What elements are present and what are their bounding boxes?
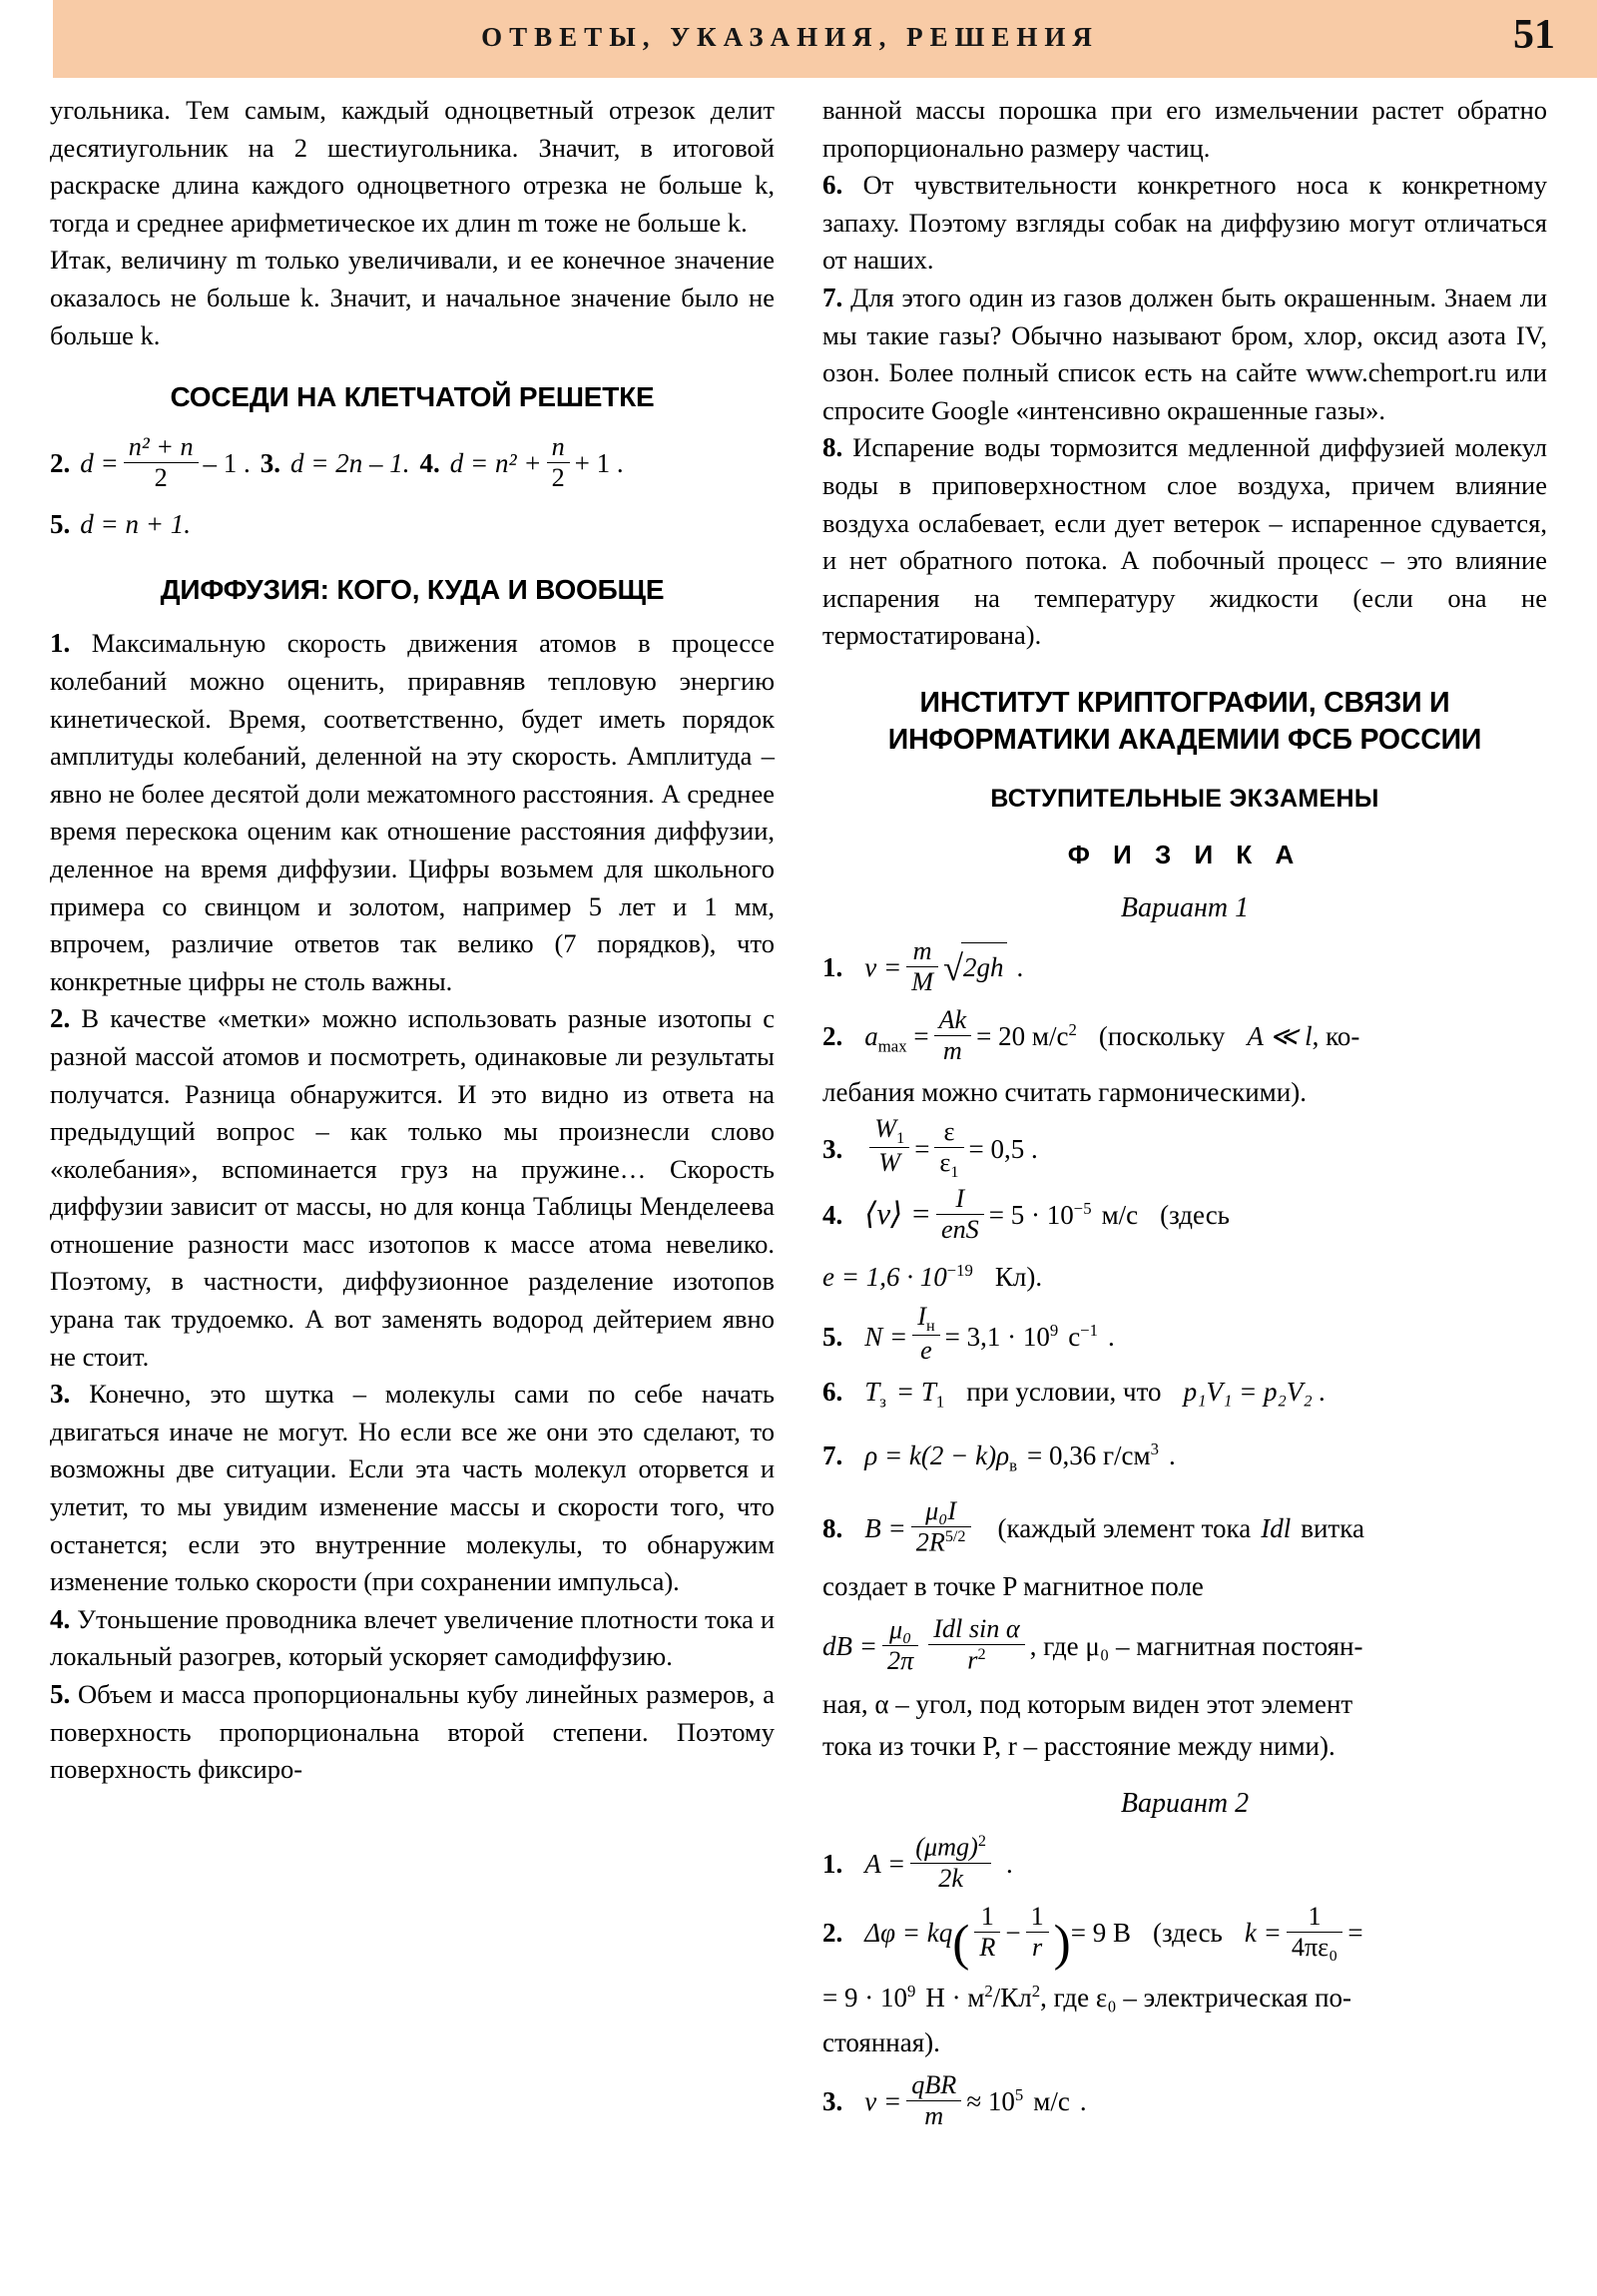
value-exponent: 2	[1068, 1020, 1077, 1040]
fraction-numerator: μ₀	[888, 1615, 912, 1645]
formula-v2-2-line2	[822, 1969, 1547, 2020]
page-number: 51	[1513, 12, 1555, 58]
fraction	[911, 1496, 971, 1558]
fraction	[547, 432, 570, 493]
fraction-denominator: r	[1026, 1932, 1049, 1963]
formula-lhs: a	[864, 1021, 878, 1052]
formula-note: (здесь	[1160, 1200, 1231, 1231]
paragraph: Итак, величину m только увеличивали, и ее конечное значение оказалось не больше k. Значит, и начальное значение было не больше k.	[50, 245, 775, 350]
page-body	[0, 78, 1597, 2296]
fraction-denominator: e	[912, 1335, 939, 1366]
formula-units-2: /Кл	[992, 1983, 1032, 2013]
two-column-layout	[50, 92, 1547, 2139]
equals: =	[1347, 1918, 1363, 1949]
formula-lhs: v =	[864, 951, 902, 982]
fraction-denominator: m	[934, 1035, 972, 1066]
fraction-numerator: I	[955, 1184, 965, 1214]
formula-v1-3	[822, 1114, 1547, 1183]
formula-v1-1	[822, 936, 1547, 997]
paragraph-continuation: ванной массы порошка при его измельчении растет обратно пропорционально размеру частиц.	[822, 95, 1547, 163]
formula-v1-7	[822, 1427, 1547, 1488]
fraction	[1287, 1902, 1342, 1963]
formula-tail: .	[1079, 2086, 1087, 2117]
formula-subscript: 1	[935, 1391, 945, 1411]
formula-number: 2.	[822, 1918, 843, 1949]
formula-v1-5	[822, 1302, 1547, 1367]
formula-tail: .	[1016, 951, 1024, 982]
formula-note-open: (каждый элемент тока	[997, 1513, 1252, 1544]
formula-number: 3.	[822, 2086, 843, 2117]
formula-value: = 0,5 .	[968, 1133, 1038, 1164]
formula-number: 1.	[822, 951, 843, 982]
fraction	[1026, 1902, 1049, 1963]
fraction-numerator: 1	[1030, 1902, 1044, 1932]
units-exponent-2: 2	[1031, 1982, 1041, 2002]
formula-note-math: A ≪ l	[1247, 1021, 1313, 1052]
formula-expression: ρ = k(2 − k)ρ	[864, 1439, 1010, 1470]
formula-tail: .	[1005, 1849, 1013, 1880]
formula-value: = 5 · 10	[988, 1200, 1074, 1231]
formula-number: 4.	[822, 1200, 843, 1231]
equals: = T	[895, 1376, 936, 1407]
fraction-denominator: m	[906, 2100, 961, 2131]
answer-item	[50, 625, 775, 1000]
equals: =	[914, 1133, 930, 1164]
exam-subtitle: ВСТУПИТЕЛЬНЫЕ ЭКЗАМЕНЫ	[990, 784, 1379, 813]
formula-lhs: ⟨v⟩ =	[864, 1196, 931, 1232]
answer-tail: + 1 .	[574, 448, 624, 479]
value-exponent: 9	[1049, 1320, 1059, 1340]
formula-note: (здесь	[1153, 1918, 1223, 1949]
formula-value: = 9 В	[1070, 1918, 1132, 1949]
answer-expression: d = n + 1.	[80, 509, 191, 540]
formula-lhs: A =	[864, 1849, 906, 1880]
left-paren: (	[952, 1915, 970, 1973]
answer-number: 7.	[822, 282, 843, 312]
formula-v1-4	[822, 1184, 1547, 1245]
formula-note-math: Idl	[1261, 1513, 1292, 1544]
answer-item	[50, 1376, 775, 1601]
fraction-numerator: 1	[1308, 1902, 1322, 1932]
denominator-symbol: ε	[939, 1148, 951, 1178]
formula-number: 2.	[822, 1021, 843, 1052]
fraction-denominator: 2	[547, 462, 570, 493]
answer-text: Объем и масса пропорциональны кубу линейных размеров, а поверхность пропорциональна второй степени. Поэтому поверхность фиксиро-	[50, 1679, 776, 1785]
right-column	[822, 92, 1547, 2139]
formula-value: = 9 · 10	[822, 1983, 907, 2013]
formula-number: 5.	[822, 1321, 843, 1352]
formula-v2-3	[822, 2070, 1547, 2131]
fraction-numerator: n	[551, 432, 565, 462]
value-exponent: −19	[946, 1260, 973, 1280]
fraction-numerator: qBR	[911, 2070, 957, 2100]
formula-note-tail: , ко-	[1312, 1021, 1360, 1052]
numerator-symbol: (μmg)	[915, 1832, 978, 1862]
formula-lhs: B =	[864, 1513, 906, 1544]
formula-note: при условии, что	[966, 1376, 1162, 1407]
formula-tail: , где ε₀ – электрическая по-	[1040, 1983, 1352, 2013]
formula-v1-8-line3: ная, α – угол, под которым виден этот элемент	[822, 1689, 1353, 1720]
equals: =	[913, 1021, 929, 1052]
constant-definition: k =	[1244, 1918, 1282, 1949]
formula-units: Н · м	[925, 1983, 985, 2013]
answer-item	[822, 167, 1547, 280]
fraction-denominator	[928, 1644, 1025, 1676]
right-paren: )	[1053, 1915, 1071, 1973]
formula-lhs: v =	[864, 2086, 902, 2117]
fraction	[934, 1005, 972, 1066]
answer-line-1	[50, 432, 775, 493]
formula-units: Кл).	[994, 1261, 1043, 1292]
fraction	[934, 1117, 963, 1182]
answer-expression: d = 2n – 1.	[290, 448, 410, 479]
answer-text: От чувствительности конкретного носа к конкретному запаху. Поэтому взгляды собак на диффузию могут отличаться от наших.	[822, 170, 1548, 276]
fraction-numerator: Ak	[938, 1005, 967, 1035]
numerator-subscript: н	[925, 1316, 935, 1335]
page-header-title: ОТВЕТЫ, УКАЗАНИЯ, РЕШЕНИЯ	[481, 22, 1099, 52]
left-column	[50, 92, 775, 1789]
fraction-denominator: enS	[936, 1214, 984, 1245]
variant-1-label: Вариант 1	[1120, 891, 1250, 923]
minus-sign: −	[1005, 1918, 1021, 1949]
formula-v2-2	[822, 1902, 1547, 1973]
formula-v1-2	[822, 1005, 1547, 1069]
formula-subscript: max	[877, 1036, 907, 1056]
formula-units: м/с	[1033, 2086, 1070, 2117]
fraction-denominator	[911, 1526, 971, 1558]
formula-v1-8-line4: тока из точки P, r – расстояние между ними).	[822, 1731, 1335, 1762]
answer-number: 4.	[419, 448, 440, 479]
fraction	[912, 1302, 939, 1367]
fraction	[869, 1114, 909, 1179]
fraction-numerator	[869, 1114, 909, 1148]
formula-lhs: e = 1,6 · 10	[822, 1261, 947, 1292]
fraction-numerator: m	[912, 935, 932, 965]
formula-note-rest: витка	[1301, 1513, 1364, 1544]
answer-item	[50, 1676, 775, 1789]
value-exponent: 5	[1014, 2085, 1024, 2105]
fraction	[910, 1832, 991, 1894]
section-heading-neighbors: СОСЕДИ НА КЛЕТЧАТОЙ РЕШЕТКЕ	[170, 381, 655, 413]
fraction-denominator: R	[974, 1932, 1000, 1963]
formula-v1-6	[822, 1369, 1547, 1425]
formula-units: м/с	[1101, 1200, 1139, 1231]
answer-tail: – 1 .	[203, 448, 251, 479]
fraction	[906, 2070, 961, 2131]
subject-title: Ф И З И К А	[1067, 839, 1303, 869]
formula-number: 1.	[822, 1849, 843, 1880]
fraction-denominator: M	[906, 966, 938, 997]
fraction-numerator	[910, 1832, 991, 1863]
formula-lhs: T	[864, 1376, 880, 1407]
fraction-denominator: 2k	[910, 1863, 991, 1894]
fraction-numerator: ε	[943, 1117, 955, 1147]
org-title-line-2: ИНФОРМАТИКИ АКАДЕМИИ ФСБ РОССИИ	[887, 723, 1482, 756]
formula-v2-1	[822, 1832, 1547, 1894]
formula-condition: p₁V₁ = p₂V₂ .	[1183, 1376, 1327, 1407]
formula-subscript: з	[879, 1391, 886, 1411]
answer-text: Для этого один из газов должен быть окрашенным. Знаем ли мы такие газы? Обычно называют бром, хлор, оксид азота IV, озон. Более полный список есть на сайте www.chemport.ru или спросите Google «интенсивно окрашенные газы».	[822, 282, 1548, 425]
formula-value: = 3,1 · 10	[944, 1321, 1050, 1352]
fraction	[906, 936, 938, 997]
answer-text: Испарение воды тормозится медленной диффузией молекул воды в приповерхностном слое воздуха, причем влияние воздуха ослабевает, если дует ветерок – испаренное сдувается, и нет обратного потока. А побочный процесс – это влияние испарения на температуру жидкости (если она не термостатирована).	[822, 432, 1548, 651]
formula-value: ≈ 10	[966, 2086, 1015, 2117]
answer-item	[822, 280, 1547, 429]
formula-v1-4-line2	[822, 1248, 1547, 1300]
answer-item	[50, 1000, 775, 1376]
numerator-symbol: W	[874, 1113, 897, 1143]
answer-text: Утоньшение проводника влечет увеличение плотности тока и локальный разогрев, который ускоряет самодиффузию.	[50, 1603, 776, 1672]
formula-v1-8-dB	[822, 1614, 1547, 1676]
sqrt-icon: √	[943, 948, 964, 989]
formula-number: 8.	[822, 1513, 843, 1544]
fraction	[974, 1902, 1000, 1963]
fraction-numerator	[912, 1302, 939, 1336]
formula-value: = 20 м/с	[976, 1021, 1069, 1052]
fraction-numerator: 1	[980, 1902, 994, 1932]
value-exponent: 3	[1150, 1438, 1159, 1458]
formula-value: = 0,36 г/см	[1026, 1439, 1151, 1470]
answer-number: 8.	[822, 432, 843, 463]
answer-line-2	[50, 501, 775, 547]
formula-tail: , где μ₀ – магнитная постоян-	[1029, 1631, 1363, 1662]
value-exponent: 9	[906, 1982, 916, 2002]
fraction-denominator: 2π	[882, 1645, 918, 1676]
fraction-numerator: μ₀I	[925, 1496, 957, 1526]
formula-number: 7.	[822, 1439, 843, 1470]
variant-2-label: Вариант 2	[1120, 1788, 1250, 1820]
fraction	[928, 1614, 1025, 1676]
answer-number: 1.	[50, 628, 71, 659]
org-title-line-1: ИНСТИТУТ КРИПТОГРАФИИ, СВЯЗИ И	[919, 686, 1450, 719]
answer-number: 3.	[260, 448, 281, 479]
fraction-denominator	[934, 1147, 963, 1182]
fraction-denominator: 4πε₀	[1287, 1932, 1342, 1963]
formula-v2-2-line3: стоянная).	[822, 2027, 940, 2058]
formula-lhs: N =	[864, 1321, 908, 1352]
fraction-numerator: Idl sin α	[933, 1614, 1020, 1644]
formula-lhs: Δφ = kq	[864, 1918, 953, 1949]
sqrt-radicand: 2gh	[961, 942, 1007, 990]
answer-expression: d =	[80, 448, 119, 479]
answer-item	[822, 429, 1547, 655]
units-exponent: 2	[984, 1982, 993, 2002]
page-header-band	[53, 0, 1597, 78]
answer-number: 4.	[50, 1603, 71, 1634]
answer-text: В качестве «метки» можно использовать разные изотопы с разной массой атомов и посмотреть, одинаковые ли результаты получатся. Разница обнаружится. И это видно из ответа на предыдущий вопрос – как только мы произнесли слово «колебания», вспоминается груз на пружине… Скорость диффузии зависит от массы, но для конца Таблицы Менделеева отношение разности масс изотопов к массе атома невелико. Поэтому, в частности, диффузионное разделение изотопов урана так трудоемко. А вот заменять водород дейтерием явно не стоит.	[50, 1003, 775, 1372]
formula-tail: .	[1108, 1321, 1115, 1352]
value-exponent: −5	[1073, 1199, 1092, 1219]
fraction-numerator: n² + n	[128, 432, 194, 462]
formula-v1-2-line2: лебания можно считать гармоническими).	[822, 1076, 1307, 1107]
formula-number: 3.	[822, 1133, 843, 1164]
formula-v1-8	[822, 1496, 1547, 1558]
numerator-symbol: I	[917, 1301, 926, 1331]
fraction	[936, 1184, 984, 1245]
fraction-denominator: W	[869, 1147, 909, 1178]
answer-number: 3.	[50, 1379, 71, 1410]
answer-number: 5.	[50, 509, 71, 540]
denominator-exponent: 2	[977, 1645, 986, 1664]
answer-number: 5.	[50, 1679, 71, 1709]
denominator-symbol: r	[967, 1646, 978, 1676]
units-exponent: −1	[1080, 1320, 1099, 1340]
formula-v1-8-line2: создает в точке P магнитное поле	[822, 1571, 1204, 1602]
formula-tail: .	[1168, 1439, 1176, 1470]
denominator-symbol: 2R	[915, 1528, 945, 1558]
answer-number: 2.	[50, 1003, 71, 1034]
answer-number: 6.	[822, 170, 843, 201]
answer-text: Максимальную скорость движения атомов в процессе колебаний можно оценить, приравняв тепловую энергию кинетической. Время, соответственно, будет иметь порядок амплитуды колебаний, деленной на эту скорость. Амплитуда – явно не более десятой доли межатомного расстояния. А среднее время перескока оценим как отношение расстояния диффузии, деленное на время диффузии. Цифры возьмем для школьного примера со свинцом и золотом, например 5 лет и 1 мм, впрочем, различие ответов так велико (7 порядков), что конкретные цифры не столь важны.	[50, 628, 776, 996]
fraction	[124, 432, 199, 493]
denominator-subscript: 1	[950, 1163, 959, 1182]
answer-item	[50, 1601, 775, 1676]
formula-lhs: dB =	[822, 1631, 877, 1662]
numerator-subscript: 1	[896, 1128, 905, 1147]
section-heading-diffusion: ДИФФУЗИЯ: КОГО, КУДА И ВООБЩЕ	[160, 574, 665, 606]
fraction-denominator: 2	[124, 462, 199, 493]
formula-note: (поскольку	[1098, 1021, 1226, 1052]
fraction	[882, 1615, 918, 1676]
formula-units: с	[1068, 1321, 1081, 1352]
numerator-exponent: 2	[977, 1832, 986, 1851]
formula-subscript: в	[1009, 1455, 1017, 1475]
paragraph: угольника. Тем самым, каждый одноцветный отрезок делит десятиугольник на 2 шестиугольника. Значит, в итоговой раскраске длина каждого одноцветного отрезка не больше k, тогда и среднее арифметическое их длин m тоже не больше k.	[50, 95, 775, 238]
answer-text: Конечно, это шутка – молекулы сами по себе начать двигаться иначе не могут. Но если все же они это сделают, то возможны две ситуации. Если эта часть молекул оторвется и улетит, то мы увидим изменение массы и скорости того, что останется; если это внутренние молекулы, то обнаружим изменение только скорости (при сохранении импульса).	[50, 1379, 776, 1597]
denominator-exponent: 5/2	[944, 1527, 966, 1546]
answer-expression: d = n² +	[449, 448, 542, 479]
formula-number: 6.	[822, 1376, 843, 1407]
answer-number: 2.	[50, 448, 71, 479]
